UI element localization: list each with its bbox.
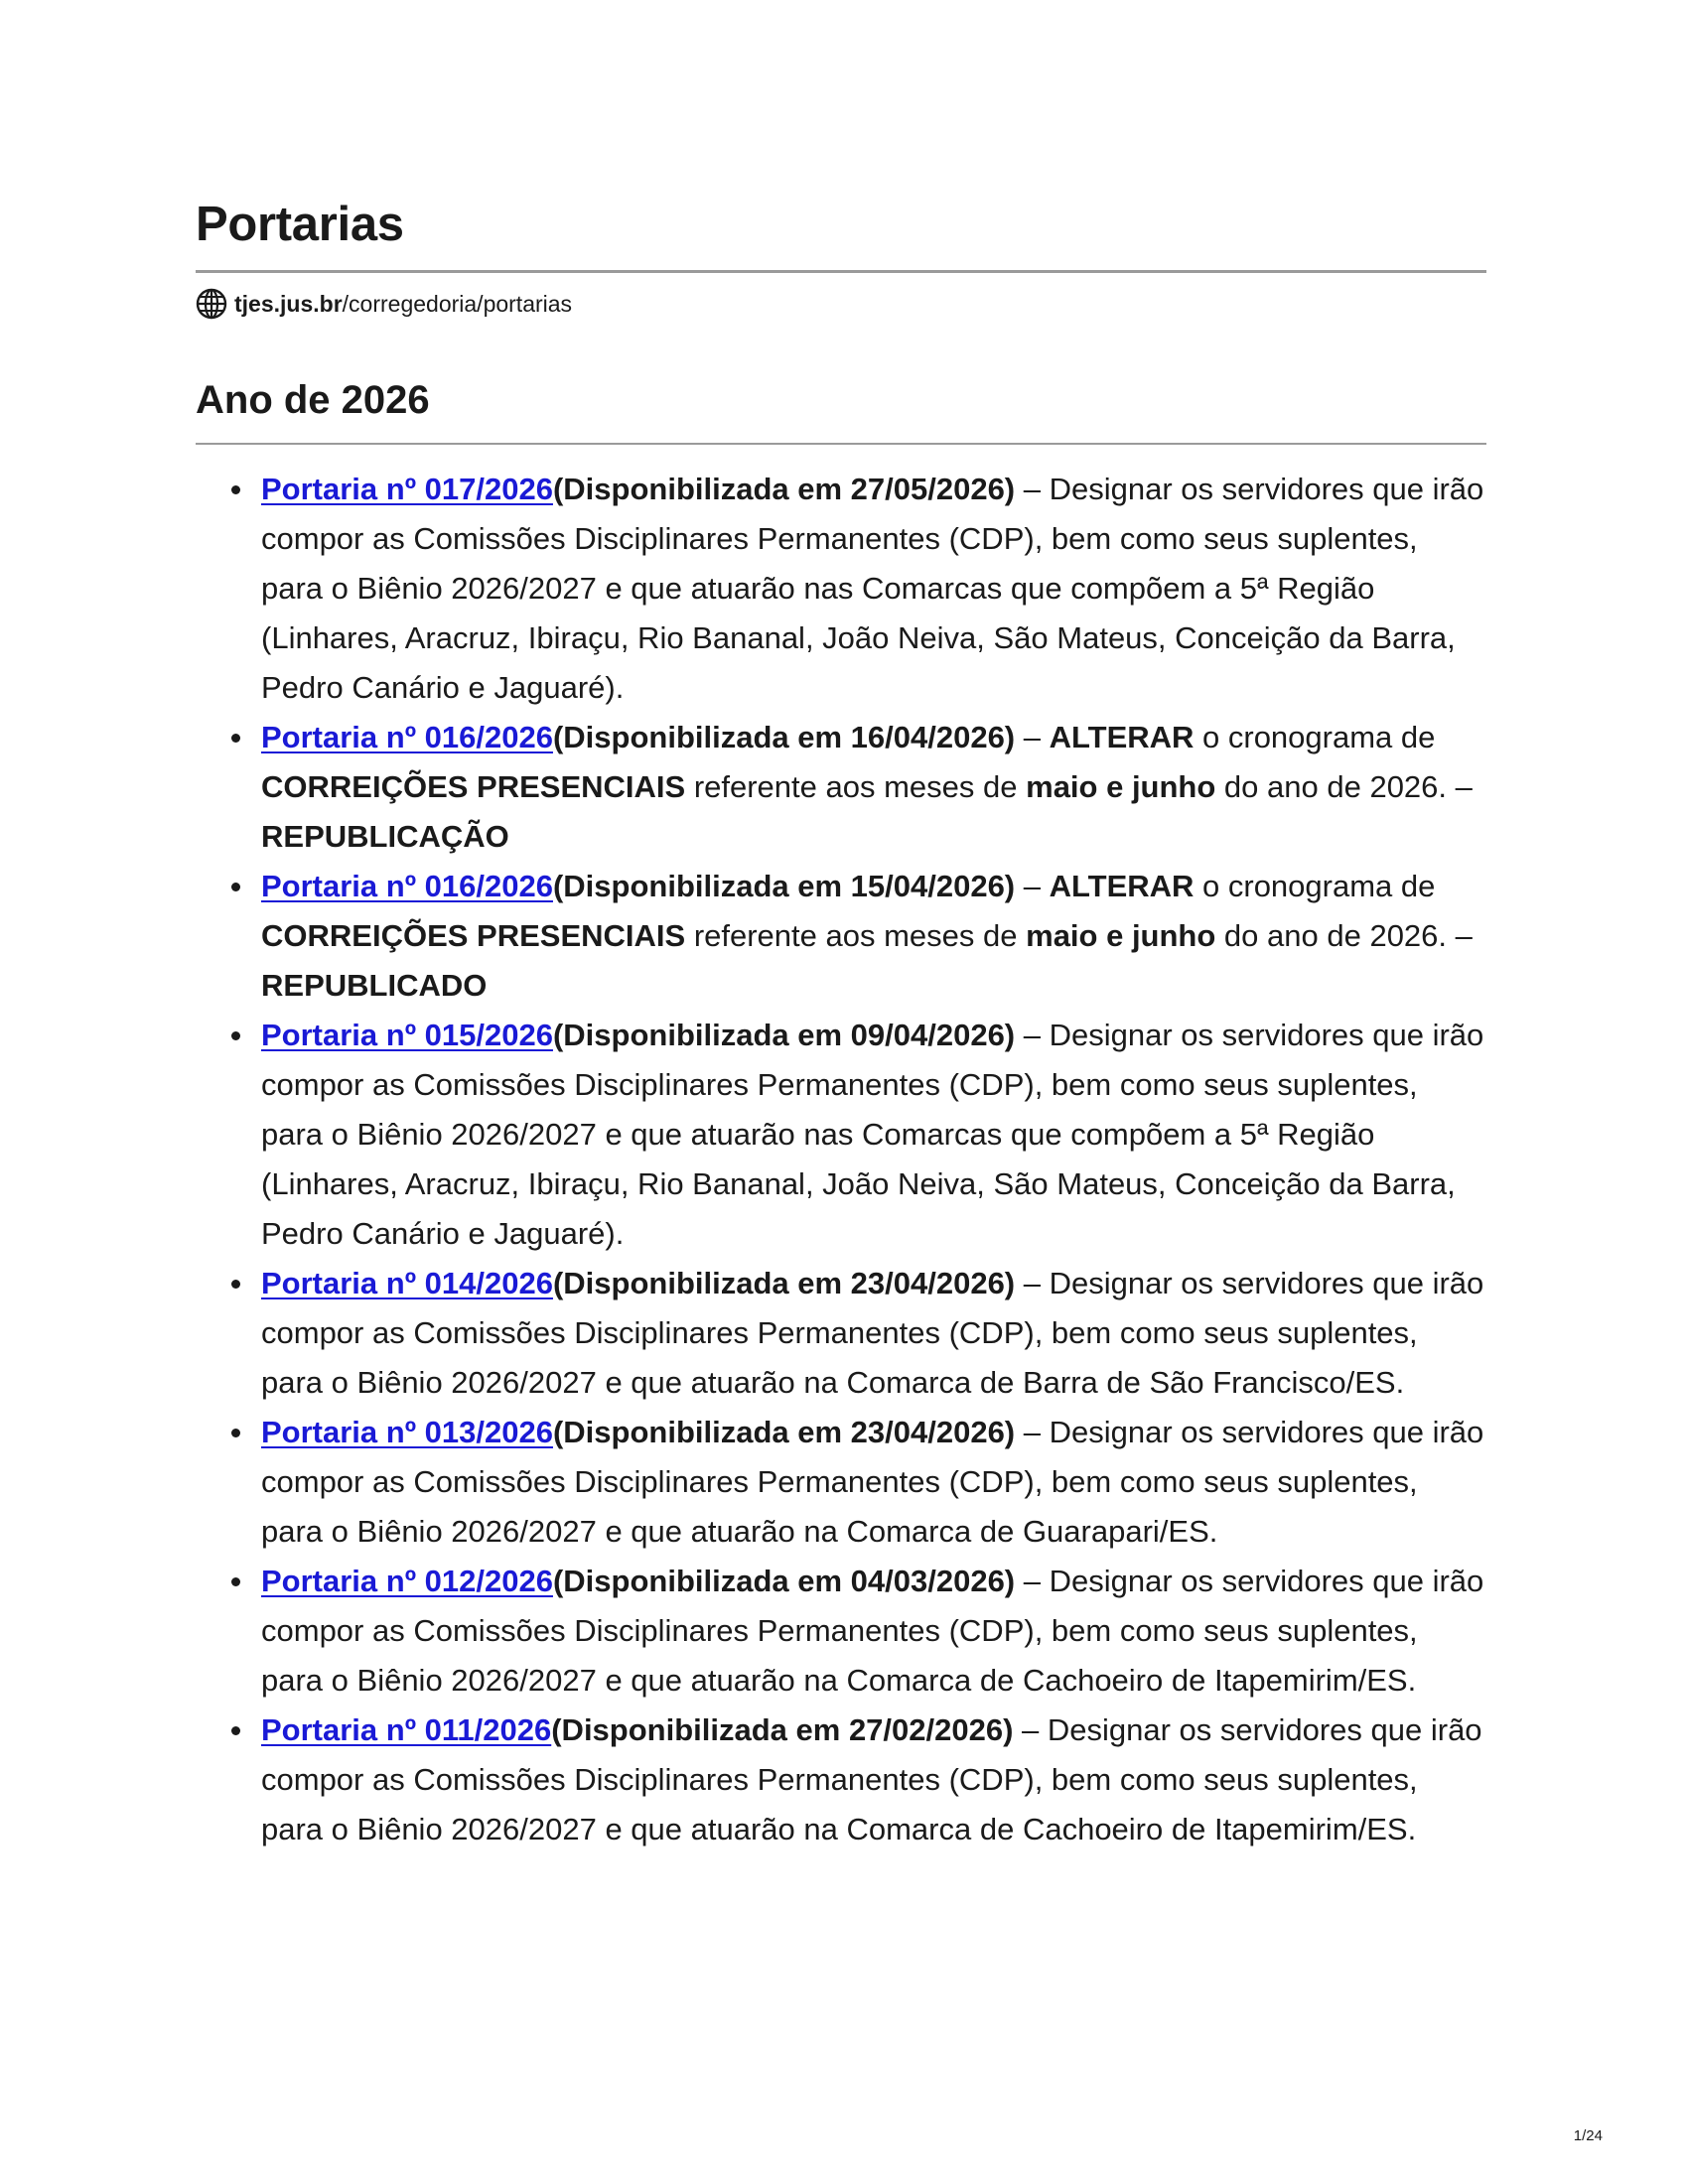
section-divider: [196, 443, 1486, 445]
emphasis-text: maio e junho: [1026, 918, 1216, 953]
list-item: [196, 1557, 1486, 1706]
portaria-link[interactable]: Portaria nº 016/2026: [261, 869, 553, 903]
item-description: do ano de 2026. –: [1215, 918, 1473, 953]
list-item: [196, 1408, 1486, 1557]
bullet: [231, 485, 240, 494]
emphasis-text: REPUBLICAÇÃO: [261, 819, 509, 854]
item-description: do ano de 2026. –: [1215, 769, 1473, 804]
item-description: – Designar os servidores que irão compor as Comissões Disciplinares Permanentes (CDP), bem como seus suplentes, para o Biênio 2026/2027 e que atuarão na Comarca de Cachoeiro de Itapemirim/ES.: [261, 1712, 1482, 1846]
title-divider: [196, 270, 1486, 273]
portaria-link[interactable]: Portaria nº 012/2026: [261, 1564, 553, 1598]
item-description: o cronograma de: [1194, 720, 1436, 754]
list-item: [196, 1011, 1486, 1259]
item-description: –: [1015, 720, 1050, 754]
item-description: – Designar os servidores que irão compor as Comissões Disciplinares Permanentes (CDP), bem como seus suplentes, para o Biênio 2026/2027 e que atuarão nas Comarcas que compõem a 5ª Região (Linhares, Aracruz, Ibiraçu, Rio Bananal, João Neiva, São Mateus, Conceição da Barra, Pedro Canário e Jaguaré).: [261, 1018, 1484, 1251]
availability-date: (Disponibilizada em 27/02/2026): [551, 1712, 1014, 1747]
emphasis-text: CORREIÇÕES PRESENCIAIS: [261, 918, 686, 953]
bullet: [231, 734, 240, 743]
bullet: [231, 1726, 240, 1735]
availability-date: (Disponibilizada em 09/04/2026): [552, 1018, 1016, 1052]
availability-date: (Disponibilizada em 23/04/2026): [552, 1266, 1016, 1300]
item-description: o cronograma de: [1194, 869, 1436, 903]
list-item: [196, 465, 1486, 713]
portaria-link[interactable]: Portaria nº 015/2026: [261, 1018, 553, 1052]
portaria-link[interactable]: Portaria nº 011/2026: [261, 1712, 552, 1747]
list-item: [196, 862, 1486, 1011]
item-description: referente aos meses de: [685, 918, 1027, 953]
list-item: [196, 1259, 1486, 1408]
section-title: Ano de 2026: [196, 378, 430, 422]
source-url: [196, 288, 1486, 320]
bullet: [231, 1031, 240, 1040]
item-description: –: [1015, 869, 1050, 903]
page-title: Portarias: [196, 198, 404, 251]
portaria-link[interactable]: Portaria nº 017/2026: [261, 472, 553, 506]
emphasis-text: ALTERAR: [1049, 869, 1195, 903]
portarias-list: [196, 465, 1486, 1854]
availability-date: (Disponibilizada em 15/04/2026): [552, 869, 1016, 903]
emphasis-text: maio e junho: [1026, 769, 1216, 804]
bullet: [231, 883, 240, 891]
emphasis-text: REPUBLICADO: [261, 968, 488, 1003]
document-page: [196, 195, 1486, 1854]
emphasis-text: ALTERAR: [1049, 720, 1195, 754]
bullet: [231, 1280, 240, 1289]
availability-date: (Disponibilizada em 16/04/2026): [552, 720, 1016, 754]
source-path: /corregedoria/portarias: [342, 291, 573, 317]
list-item: [196, 1706, 1486, 1854]
portaria-link[interactable]: Portaria nº 014/2026: [261, 1266, 553, 1300]
emphasis-text: CORREIÇÕES PRESENCIAIS: [261, 769, 686, 804]
availability-date: (Disponibilizada em 27/05/2026): [552, 472, 1016, 506]
item-description: – Designar os servidores que irão compor as Comissões Disciplinares Permanentes (CDP), bem como seus suplentes, para o Biênio 2026/2027 e que atuarão na Comarca de Guarapari/ES.: [261, 1415, 1484, 1549]
list-item: [196, 713, 1486, 862]
item-description: – Designar os servidores que irão compor as Comissões Disciplinares Permanentes (CDP), bem como seus suplentes, para o Biênio 2026/2027 e que atuarão na Comarca de Barra de São Francisco/ES.: [261, 1266, 1484, 1400]
portaria-link[interactable]: Portaria nº 013/2026: [261, 1415, 553, 1449]
globe-icon: [196, 288, 227, 320]
source-host: tjes.jus.br: [234, 291, 343, 317]
page-number: 1/24: [1573, 2127, 1603, 2144]
item-description: – Designar os servidores que irão compor as Comissões Disciplinares Permanentes (CDP), bem como seus suplentes, para o Biênio 2026/2027 e que atuarão na Comarca de Cachoeiro de Itapemirim/ES.: [261, 1564, 1484, 1698]
item-description: referente aos meses de: [685, 769, 1027, 804]
bullet: [231, 1577, 240, 1586]
portaria-link[interactable]: Portaria nº 016/2026: [261, 720, 553, 754]
item-description: – Designar os servidores que irão compor as Comissões Disciplinares Permanentes (CDP), bem como seus suplentes, para o Biênio 2026/2027 e que atuarão nas Comarcas que compõem a 5ª Região (Linhares, Aracruz, Ibiraçu, Rio Bananal, João Neiva, São Mateus, Conceição da Barra, Pedro Canário e Jaguaré).: [261, 472, 1484, 705]
bullet: [231, 1429, 240, 1437]
availability-date: (Disponibilizada em 04/03/2026): [552, 1564, 1016, 1598]
availability-date: (Disponibilizada em 23/04/2026): [552, 1415, 1016, 1449]
